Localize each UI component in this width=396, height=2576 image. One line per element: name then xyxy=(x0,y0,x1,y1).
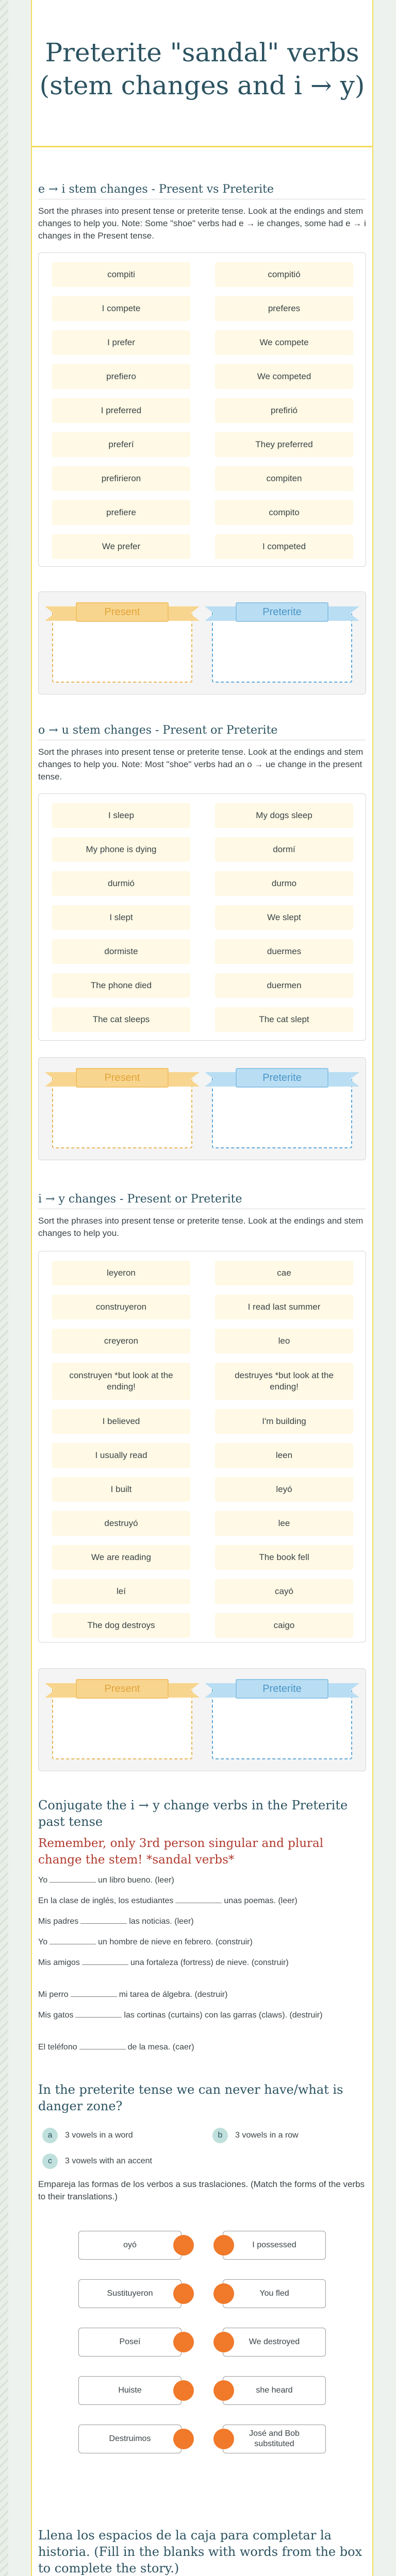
connector-dot[interactable] xyxy=(173,2235,194,2256)
title-divider xyxy=(32,146,372,147)
conjugation-sentence xyxy=(38,1936,366,1948)
preterite-bin-label: Preterite xyxy=(236,1068,328,1088)
sortable-phrase-chip[interactable]: We competed xyxy=(215,364,353,389)
conjugation-sentence xyxy=(38,1895,366,1907)
sortable-phrase-chip[interactable]: compiten xyxy=(215,466,353,491)
sortable-phrase-chip[interactable]: I believed xyxy=(52,1409,190,1434)
preterite-bin[interactable] xyxy=(205,1677,359,1765)
ribbon-banner xyxy=(205,1066,359,1090)
answer-blank[interactable] xyxy=(79,2041,126,2049)
connector-dot[interactable] xyxy=(213,2380,234,2401)
stem-change-reminder: Remember, only 3rd person singular and plural change the stem! *sandal verbs* xyxy=(38,1837,324,1867)
sortable-phrase-chip[interactable]: leyeron xyxy=(52,1261,190,1285)
match-target-card[interactable]: We destroyed xyxy=(223,2328,326,2357)
sortable-phrase-chip[interactable]: The phone died xyxy=(52,973,190,998)
answer-blank[interactable] xyxy=(80,1916,127,1924)
connector-dot[interactable] xyxy=(213,2332,234,2352)
sentence-start: El teléfono xyxy=(38,2043,77,2052)
sortable-phrase-chip[interactable]: We prefer xyxy=(52,534,190,559)
option-text: 3 vowels in a row xyxy=(235,2131,299,2140)
sortable-phrase-chip[interactable]: compitió xyxy=(215,262,353,287)
section-heading-o-u: o → u stem changes - Present or Preterite xyxy=(38,724,366,740)
sortable-phrase-chip[interactable]: dormiste xyxy=(52,939,190,964)
sentence-end: un hombre de nieve en febrero. (construir) xyxy=(98,1938,253,1946)
sortable-phrase-chip[interactable]: durmió xyxy=(52,871,190,896)
section-instruction-o-u: Sort the phrases into present tense or preterite tense. Look at the endings and stem changes to help you. Note: Most "shoe" verbs had an o → ue change in the present tense. xyxy=(38,747,364,782)
connector-dot[interactable] xyxy=(173,2429,194,2449)
section-heading-danger-zone: In the preterite tense we can never have/what is danger zone? xyxy=(38,2082,343,2113)
sortable-phrase-chip[interactable]: I read last summer xyxy=(215,1295,353,1319)
present-bin-label: Present xyxy=(76,602,169,622)
answer-blank[interactable] xyxy=(50,1936,96,1944)
present-bin-label: Present xyxy=(76,1679,169,1699)
sortable-phrase-chip[interactable]: The cat slept xyxy=(215,1007,353,1032)
ribbon-tail-right xyxy=(323,606,359,621)
ribbon-tail-right xyxy=(163,1683,200,1698)
answer-blank[interactable] xyxy=(75,2009,122,2018)
sortable-phrase-box-i-y xyxy=(38,1251,366,1642)
sortable-phrase-chip[interactable]: The dog destroys xyxy=(52,1613,190,1638)
conjugation-sentence xyxy=(38,1989,366,2001)
sentence-end: de la mesa. (caer) xyxy=(127,2043,194,2052)
sentence-end: un libro bueno. (leer) xyxy=(98,1876,174,1885)
ribbon-tail-right xyxy=(163,606,200,621)
match-target-card[interactable]: You fled xyxy=(223,2279,326,2308)
sentence-end: las cortinas (curtains) con las garras (claws). (destruir) xyxy=(124,2011,323,2020)
match-source-card[interactable]: Destruimos xyxy=(78,2425,182,2453)
conjugation-sentence xyxy=(38,1916,366,1927)
connector-dot[interactable] xyxy=(173,2380,194,2401)
section-instruction-e-i: Sort the phrases into present tense or preterite tense. Look at the endings and stem changes to help you. Note: Some "shoe" verbs had e → ie changes, some had e → i changes in the Present tense. xyxy=(38,206,366,241)
ribbon-banner xyxy=(45,1066,200,1090)
sentence-end: unas poemas. (leer) xyxy=(224,1896,298,1905)
section-instruction-i-y: Sort the phrases into present tense or preterite tense. Look at the endings and stem changes to help you. xyxy=(38,1216,364,1238)
match-source-card[interactable]: Huiste xyxy=(78,2376,182,2405)
answer-option-b[interactable] xyxy=(212,2128,299,2143)
conjugation-sentence xyxy=(38,1874,366,1886)
sentence-end: una fortaleza (fortress) de nieve. (construir) xyxy=(130,1958,289,1967)
sentence-start: En la clase de inglés, los estudiantes xyxy=(38,1896,174,1905)
match-source-card[interactable]: Sustituyeron xyxy=(78,2279,182,2308)
sortable-phrase-chip[interactable]: We are reading xyxy=(52,1545,190,1570)
sortable-phrase-chip[interactable]: leen xyxy=(215,1443,353,1468)
sortable-phrase-chip[interactable]: durmo xyxy=(215,871,353,896)
conjugation-sentence xyxy=(38,2041,366,2053)
sentence-start: Yo xyxy=(38,1876,48,1885)
sortable-phrase-chip[interactable]: The book fell xyxy=(215,1545,353,1570)
matching-instruction: Empareja las formas de los verbos a sus traslaciones. (Match the forms of the verbs to their translations.) xyxy=(38,2179,365,2201)
sentence-start: Mi perro xyxy=(38,1990,69,1999)
sort-bins-o-u xyxy=(38,1057,366,1160)
section-heading-e-i: e → i stem changes - Present vs Preterite xyxy=(38,183,366,199)
match-target-card[interactable]: José and Bob substituted xyxy=(223,2425,326,2453)
preterite-bin-label: Preterite xyxy=(236,1679,328,1699)
sortable-phrase-chip[interactable]: I compete xyxy=(52,296,190,321)
answer-option-c[interactable] xyxy=(42,2154,152,2169)
page-title: Preterite "sandal" verbs (stem changes and i → y) xyxy=(39,38,365,100)
sortable-phrase-chip[interactable]: compiti xyxy=(52,262,190,287)
option-letter-badge: a xyxy=(42,2128,58,2143)
present-bin[interactable] xyxy=(45,1677,200,1765)
present-bin[interactable] xyxy=(45,600,200,688)
sortable-phrase-chip[interactable]: construyeron xyxy=(52,1295,190,1319)
sort-bins-i-y xyxy=(38,1668,366,1771)
connector-dot[interactable] xyxy=(213,2283,234,2304)
preterite-bin[interactable] xyxy=(205,600,359,688)
sortable-phrase-chip[interactable]: cae xyxy=(215,1261,353,1285)
sortable-phrase-chip[interactable]: leo xyxy=(215,1329,353,1353)
ribbon-banner xyxy=(45,1677,200,1701)
sortable-phrase-chip[interactable]: I sleep xyxy=(52,803,190,828)
sortable-phrase-chip[interactable]: I slept xyxy=(52,905,190,930)
worksheet-card xyxy=(31,0,373,2576)
sortable-phrase-chip[interactable]: prefiere xyxy=(52,500,190,525)
answer-blank[interactable] xyxy=(50,1874,96,1883)
ribbon-tail-right xyxy=(323,1072,359,1087)
section-heading-i-y: i → y changes - Present or Preterite xyxy=(38,1193,366,1209)
sentence-start: Mis amigos xyxy=(38,1958,80,1967)
connector-dot[interactable] xyxy=(213,2429,234,2449)
match-target-card[interactable]: she heard xyxy=(223,2376,326,2405)
preterite-bin[interactable] xyxy=(205,1066,359,1154)
sortable-phrase-chip[interactable]: cayó xyxy=(215,1579,353,1604)
sortable-phrase-chip[interactable]: I competed xyxy=(215,534,353,559)
sortable-phrase-chip[interactable]: duermes xyxy=(215,939,353,964)
sortable-phrase-chip[interactable]: I preferred xyxy=(52,398,190,423)
sortable-phrase-chip[interactable]: I prefer xyxy=(52,330,190,355)
sortable-phrase-chip[interactable]: lee xyxy=(215,1511,353,1536)
option-letter-badge: b xyxy=(212,2128,228,2143)
sortable-phrase-chip[interactable]: The cat sleeps xyxy=(52,1007,190,1032)
option-text: 3 vowels in a word xyxy=(65,2131,133,2140)
connector-dot[interactable] xyxy=(213,2235,234,2256)
ribbon-banner xyxy=(205,1677,359,1701)
sortable-phrase-chip[interactable]: prefirió xyxy=(215,398,353,423)
connector-dot[interactable] xyxy=(173,2283,194,2304)
sortable-phrase-chip[interactable]: dormí xyxy=(215,837,353,862)
sortable-phrase-chip[interactable]: My phone is dying xyxy=(52,837,190,862)
sentence-start: Mis gatos xyxy=(38,2011,74,2020)
match-source-card[interactable]: oyó xyxy=(78,2231,182,2260)
ribbon-banner xyxy=(205,600,359,624)
answer-blank[interactable] xyxy=(71,1989,117,1997)
answer-blank[interactable] xyxy=(175,1895,222,1903)
answer-option-a[interactable] xyxy=(42,2128,133,2143)
sortable-phrase-chip[interactable]: destruyes *but look at the ending! xyxy=(215,1363,353,1400)
sortable-phrase-chip[interactable]: caigo xyxy=(215,1613,353,1638)
sortable-phrase-chip[interactable]: leyó xyxy=(215,1477,353,1502)
sortable-phrase-chip[interactable]: I built xyxy=(52,1477,190,1502)
paper-border-decoration xyxy=(0,0,8,2576)
ribbon-tail-right xyxy=(163,1072,200,1087)
sortable-phrase-chip[interactable]: preferes xyxy=(215,296,353,321)
sortable-phrase-chip[interactable]: prefiero xyxy=(52,364,190,389)
option-text: 3 vowels with an accent xyxy=(65,2157,152,2165)
sortable-phrase-box-o-u xyxy=(38,793,366,1041)
sortable-phrase-chip[interactable]: I usually read xyxy=(52,1443,190,1468)
present-bin-label: Present xyxy=(76,1068,169,1088)
sortable-phrase-chip[interactable]: construyen *but look at the ending! xyxy=(52,1363,190,1400)
sortable-phrase-chip[interactable]: prefirieron xyxy=(52,466,190,491)
option-letter-badge: c xyxy=(42,2154,58,2169)
answer-blank[interactable] xyxy=(82,1957,128,1965)
sortable-phrase-chip[interactable]: leí xyxy=(52,1579,190,1604)
sentence-end: mi tarea de álgebra. (destruir) xyxy=(119,1990,228,1999)
conjugation-sentence xyxy=(38,1957,366,1969)
conjugation-sentence xyxy=(38,2009,366,2021)
ribbon-tail-right xyxy=(323,1683,359,1698)
section-heading-conjugate: Conjugate the i → y change verbs in the Preterite past tense xyxy=(38,1798,348,1829)
ribbon-banner xyxy=(45,600,200,624)
present-bin[interactable] xyxy=(45,1066,200,1154)
sortable-phrase-chip[interactable]: We slept xyxy=(215,905,353,930)
sortable-phrase-chip[interactable]: They preferred xyxy=(215,432,353,457)
sort-bins-e-i xyxy=(38,591,366,694)
connector-dot[interactable] xyxy=(173,2332,194,2352)
sortable-phrase-chip[interactable]: preferí xyxy=(52,432,190,457)
match-source-card[interactable]: Poseí xyxy=(78,2328,182,2357)
sentence-start: Yo xyxy=(38,1938,48,1946)
sortable-phrase-chip[interactable]: We compete xyxy=(215,330,353,355)
sortable-phrase-box-e-i xyxy=(38,252,366,567)
sortable-phrase-chip[interactable]: My dogs sleep xyxy=(215,803,353,828)
match-target-card[interactable]: I possessed xyxy=(223,2231,326,2260)
sentence-start: Mis padres xyxy=(38,1917,79,1926)
preterite-bin-label: Preterite xyxy=(236,602,328,622)
sortable-phrase-chip[interactable]: creyeron xyxy=(52,1329,190,1353)
section-heading-story: Llena los espacios de la caja para completar la historia. (Fill in the blanks with words from the box to complete the story.) xyxy=(38,2528,362,2575)
sortable-phrase-chip[interactable]: I'm building xyxy=(215,1409,353,1434)
sortable-phrase-chip[interactable]: destruyó xyxy=(52,1511,190,1536)
sortable-phrase-chip[interactable]: duermen xyxy=(215,973,353,998)
sentence-end: las noticias. (leer) xyxy=(129,1917,194,1926)
sortable-phrase-chip[interactable]: compito xyxy=(215,500,353,525)
